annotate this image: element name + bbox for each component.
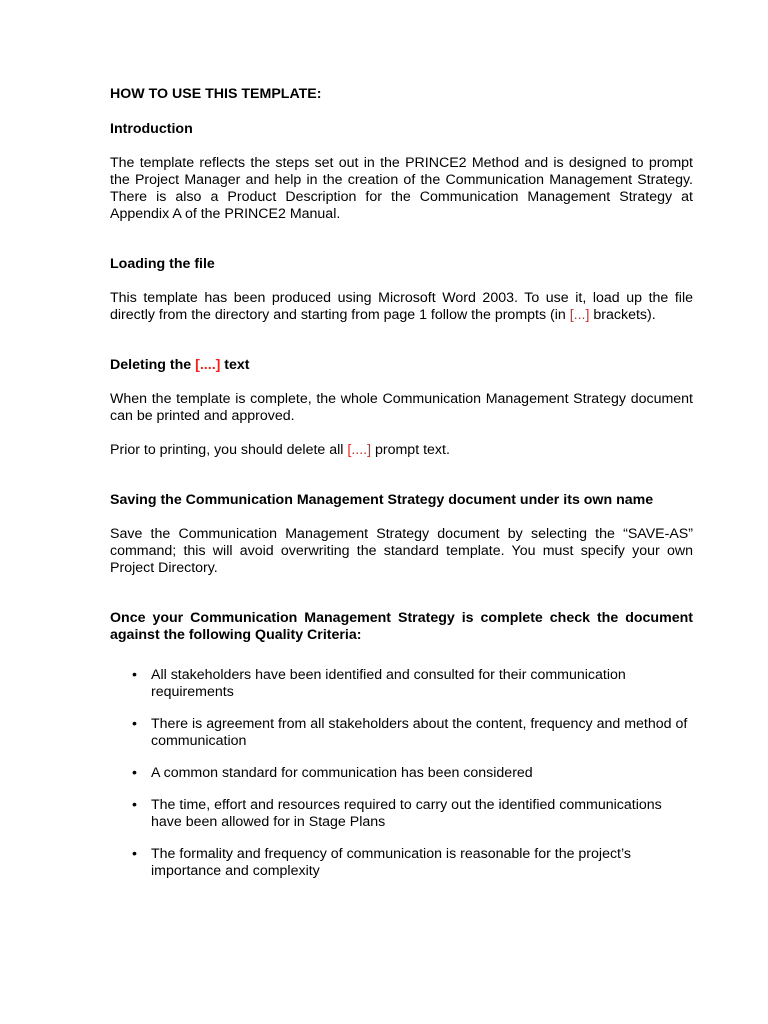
quality-criteria-list (110, 667, 693, 880)
page-title: HOW TO USE THIS TEMPLATE: (110, 86, 322, 102)
section-deleting-text: When the template is complete, the whole Communication Management Strategy document can be printed and approved. (110, 391, 693, 424)
section-loading-text (110, 290, 693, 324)
section-quality-title: Once your Communication Management Strategy is complete check the document against the following Quality Criteria: (110, 610, 693, 643)
list-item-text: A common standard for communication has been considered (151, 765, 533, 781)
section-saving-title: Saving the Communication Management Strategy document under its own name (110, 492, 654, 508)
section-loading-title: Loading the file (110, 256, 215, 272)
list-item-text: All stakeholders have been identified and consulted for their communication requirements (151, 667, 626, 700)
section-deleting-note (110, 442, 693, 459)
prompt-marker: [....] (347, 442, 372, 458)
bullet-icon: • (132, 797, 137, 813)
section-deleting-title (110, 357, 693, 374)
bullet-icon: • (132, 765, 137, 781)
list-item-text: There is agreement from all stakeholders about the content, frequency and method of communication (151, 716, 688, 749)
prompt-marker: [....] (195, 357, 221, 373)
list-item (110, 797, 693, 831)
list-item-text: The formality and frequency of communication is reasonable for the project’s importance and complexity (151, 846, 631, 879)
prompt-marker: [...] (569, 307, 590, 323)
bullet-icon: • (132, 667, 137, 683)
section-saving-text: Save the Communication Management Strategy document by selecting the “SAVE-AS” command; this will avoid overwriting the standard template. You must specify your own Project Directory. (110, 526, 693, 576)
list-item-text: The time, effort and resources required to carry out the identified communications have been allowed for in Stage Plans (151, 797, 662, 830)
loading-text-part2: brackets). (589, 307, 656, 323)
deleting-title-part1: Deleting the (110, 357, 196, 373)
bullet-icon: • (132, 716, 137, 732)
deleting-note-part2: prompt text. (371, 442, 450, 458)
list-item (110, 765, 693, 782)
bullet-icon: • (132, 846, 137, 862)
section-introduction-text: The template reflects the steps set out in the PRINCE2 Method and is designed to prompt the Project Manager and help in the creation of the Communication Management Strategy. There is also a Product Description for the Communication Management Strategy at Appendix A of the PRINCE2 Manual. (110, 155, 693, 222)
list-item (110, 667, 693, 701)
deleting-title-part2: text (220, 357, 250, 373)
loading-text-part1: This template has been produced using Microsoft Word 2003. To use it, load up the file directly from the directory and starting from page 1 follow the prompts (in (110, 290, 693, 323)
deleting-note-part1: Prior to printing, you should delete all (110, 442, 348, 458)
list-item (110, 716, 693, 750)
list-item (110, 846, 693, 880)
section-introduction-title: Introduction (110, 121, 193, 137)
document-content (110, 86, 693, 895)
